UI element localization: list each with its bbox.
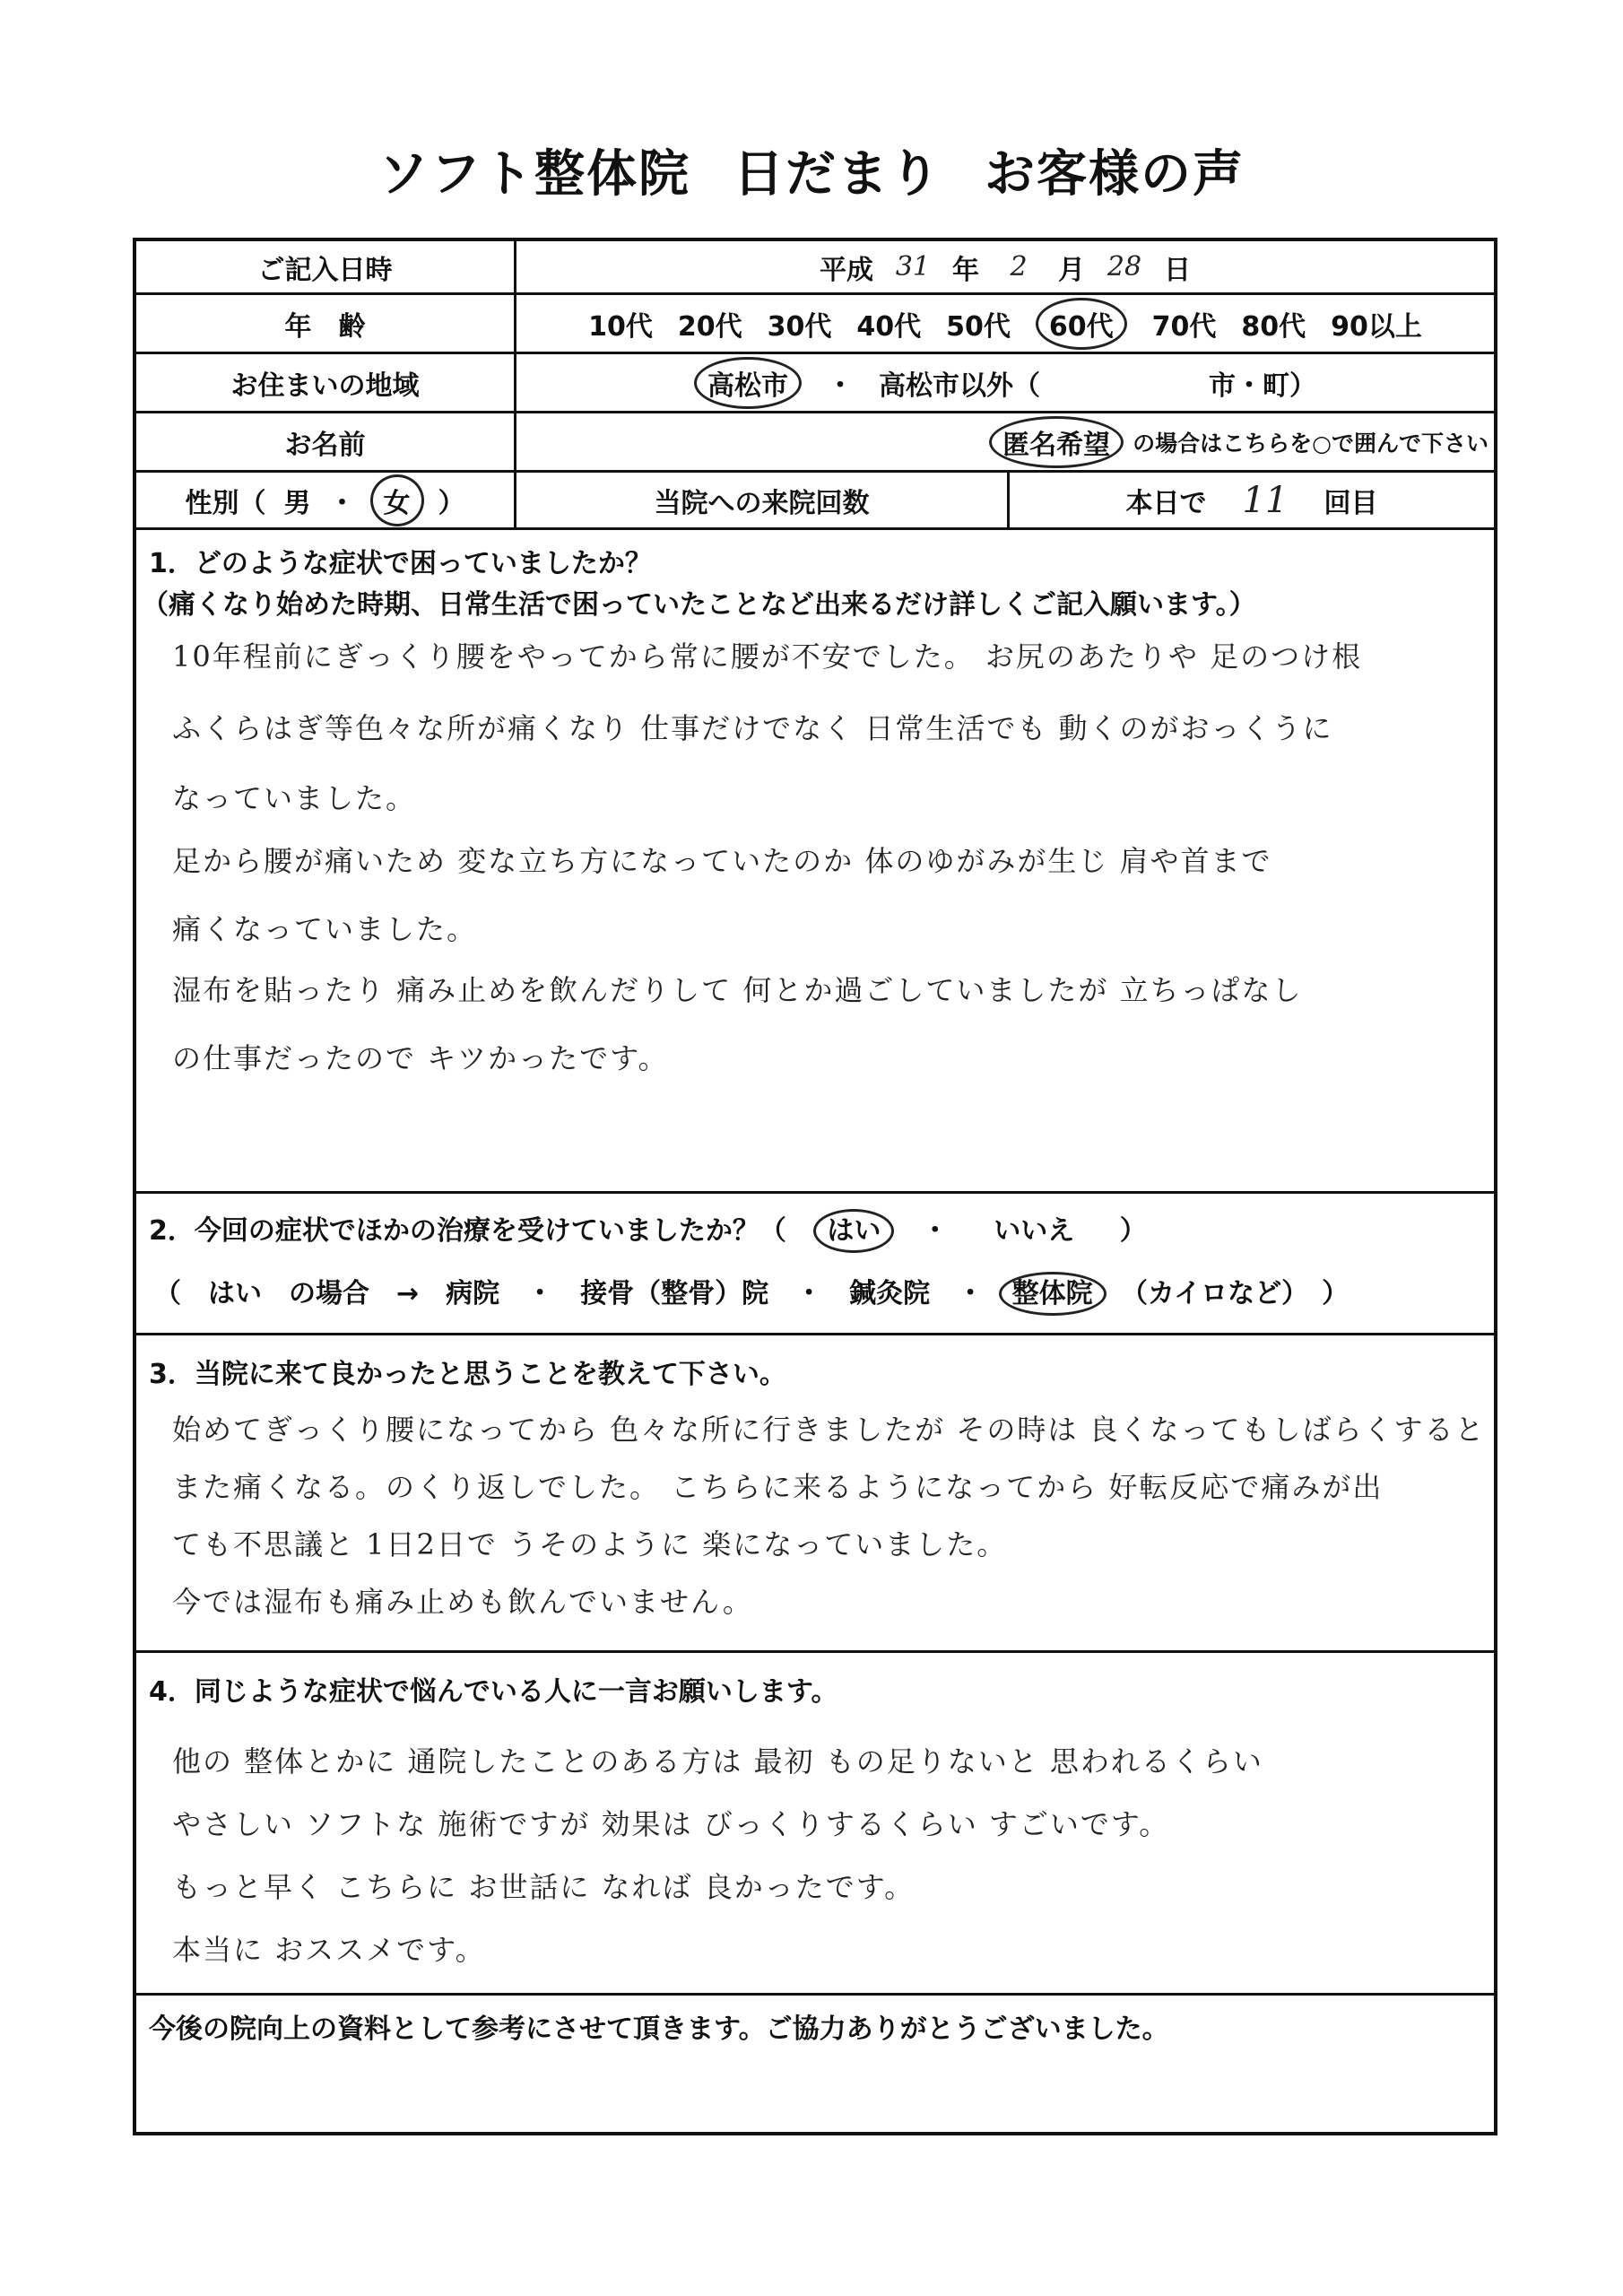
area-option: 高松市以外（ [879,370,1040,402]
gender-separator: ・ [328,487,356,519]
anon-note: の場合はこちらを○で囲んで下さい [1133,430,1488,457]
area-label: お住まいの地域 [136,354,516,411]
age-option: 90以上 [1331,310,1422,343]
gender-label-open: 性別（ [185,487,266,519]
answer-line: 始めてぎっくり腰になってから 色々な所に行きましたが その時は 良くなってもしばらくすると [172,1413,1486,1447]
question-2-section [136,1194,1494,1335]
question-1-subheading: （痛くなり始めた時期、日常生活で困っていたことなど出来るだけ詳しくご記入願います。） [142,589,1256,621]
date-label: ご記入日時 [136,241,516,292]
age-option: 80代 [1241,310,1306,343]
name-row [136,413,1494,473]
answer-line: 本当に おススメです。 [172,1933,486,1967]
area-separator: ・ [827,370,854,402]
page-title [0,135,1623,206]
answer-line: やさしい ソフトな 施術ですが 効果は びっくりするくらい すごいです。 [172,1807,1170,1841]
q2-separator: ・ [921,1215,949,1247]
date-row [136,241,1494,295]
area-options [516,354,1494,411]
answer-line: 痛くなっていました。 [172,912,478,946]
footer-message: 今後の院向上の資料として参考にさせて頂きます。ご協力ありがとうございました。 [149,2013,1169,2045]
q2-close: ） [1119,1215,1147,1247]
q2-seitai-selected: 整体院 [999,1272,1107,1316]
name-value [516,413,1494,470]
date-day: 28 [1107,251,1142,283]
answer-line: 他の 整体とかに 通院したことのある方は 最初 もの足りないと 思われるくらい [172,1744,1263,1779]
answer-line: ても不思議と 1日2日で うそのように 楽になっていました。 [172,1527,1008,1561]
question-2-heading-row [149,1208,1147,1248]
gender-male: 男 [283,487,311,519]
q2-detail-options: （ はい の場合 → 病院 ・ 接骨（整骨）院 ・ 鍼灸院 ・ [154,1278,985,1309]
age-option: 10代 [588,310,653,343]
gender-row [136,473,1494,530]
visit-count-value: 11 [1242,479,1289,521]
area-option-selected: 高松市 [694,357,802,409]
title-part: ソフト整体院 [378,145,690,204]
area-suffix: 市・町） [1209,370,1316,402]
age-option: 40代 [856,310,922,343]
answer-line: なっていました。 [172,781,417,815]
question-3-answer [172,1407,1486,1637]
answer-line: の仕事だったので キツかったです。 [172,1041,669,1075]
question-2-detail-row [154,1271,1349,1310]
day-unit: 日 [1164,254,1191,286]
question-1-answer [172,634,1476,1099]
question-4-section [136,1653,1494,1996]
answer-line: ふくらはぎ等色々な所が痛くなり 仕事だけでなく 日常生活でも 動くのがおっくうに [172,711,1333,745]
answer-line: 10年程前にぎっくり腰をやってから常に腰が不安でした。 お尻のあたりや 足のつけ根 [172,639,1363,674]
answer-line: 今では湿布も痛み止めも飲んでいません。 [172,1585,753,1619]
question-4-heading: 4．同じような症状で悩んでいる人に一言お願いします。 [149,1676,838,1708]
age-option: 50代 [946,310,1011,343]
question-1-heading: 1．どのような症状で困っていましたか？ [149,548,652,579]
survey-form [133,238,1497,2135]
date-month: 2 [1010,251,1028,283]
age-option: 70代 [1151,310,1217,343]
visits-label: 当院への来院回数 [516,473,1010,527]
answer-line: もっと早く こちらに お世話に なれば 良かったです。 [172,1870,916,1904]
year-unit: 年 [952,254,979,286]
age-row [136,295,1494,354]
q2-detail-close: （カイロなど） ） [1121,1278,1350,1309]
question-3-heading: 3．当院に来て良かったと思うことを教えて下さい。 [149,1359,786,1390]
answer-line: また痛くなる。のくり返しでした。 こちらに来るようになってから 好転反応で痛みが出 [172,1470,1384,1504]
gender-label [136,473,516,527]
question-1-section [136,530,1494,1194]
answer-line: 足から腰が痛いため 変な立ち方になっていたのか 体のゆがみが生じ 肩や首まで [172,844,1272,878]
title-part: お客様の声 [985,145,1245,204]
age-options [516,295,1494,352]
today-label: 本日で [1125,487,1207,519]
era: 平成 [820,254,873,286]
answer-line: 湿布を貼ったり 痛み止めを飲んだりして 何とか過ごしていましたが 立ちっぱなし [172,973,1303,1007]
anon-option-selected: 匿名希望 [989,416,1124,468]
gender-label-close: ） [438,487,465,519]
name-label: お名前 [136,413,516,470]
question-2-heading: 2．今回の症状でほかの治療を受けていましたか？（ [149,1215,786,1247]
date-value [516,241,1494,292]
age-option: 20代 [677,310,742,343]
age-option: 30代 [767,310,832,343]
question-3-section [136,1335,1494,1653]
age-option-selected: 60代 [1036,298,1127,350]
gender-female-selected: 女 [370,474,424,526]
question-4-answer [172,1739,1476,1990]
area-row [136,354,1494,413]
date-year: 31 [895,251,931,283]
q2-yes-selected: はい [813,1209,894,1253]
age-label: 年 齢 [136,295,516,352]
visit-count-unit: 回目 [1324,487,1378,519]
month-unit: 月 [1058,254,1085,286]
q2-no: いいえ [994,1215,1075,1247]
visit-count [1010,473,1494,527]
title-part: 日だまり [733,145,942,204]
footer-section [136,1996,1494,2132]
